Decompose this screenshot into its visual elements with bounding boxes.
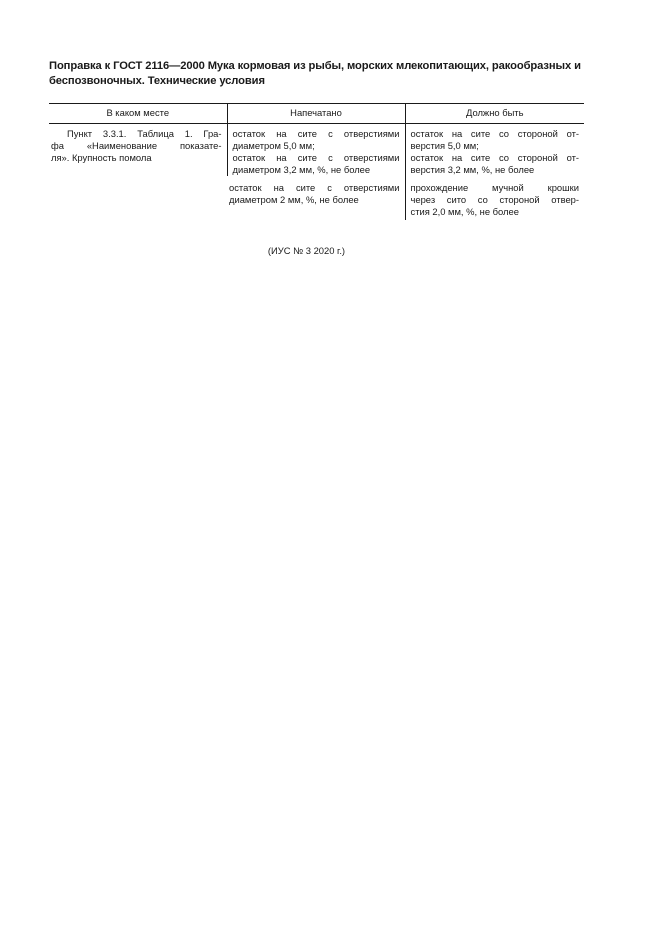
printed-cell-1 — [227, 124, 405, 177]
table-header-row — [49, 104, 584, 124]
corrections-table — [49, 103, 584, 220]
title-line-1: Поправка к ГОСТ 2116—2000 Мука кормовая из рыбы, морских млекопитающих, ракообразных и — [49, 60, 581, 72]
location-line-2: фа «Наименование показате- — [51, 140, 222, 151]
header-correct: Должно быть — [405, 104, 584, 124]
correct-1-line-4: верстия 3,2 мм, %, не более — [410, 164, 535, 175]
header-printed: Напечатано — [227, 104, 405, 124]
source-footnote: (ИУС № 3 2020 г.) — [267, 245, 346, 256]
location-cell — [49, 124, 227, 221]
printed-2-line-1: остаток на сите с отверстиями — [229, 182, 400, 193]
printed-1-line-1: остаток на сите с отверстиями — [232, 128, 400, 139]
location-line-3: ля». Крупность помола — [51, 152, 152, 163]
correct-2-line-2: через сито со стороной отвер- — [410, 194, 579, 205]
correct-1-line-2: верстия 5,0 мм; — [410, 140, 479, 151]
table-row — [49, 124, 584, 177]
correct-2-line-3: стия 2,0 мм, %, не более — [410, 206, 519, 217]
title-line-2: беспозвоночных. Технические условия — [49, 75, 265, 87]
correct-1-line-1: остаток на сите со стороной от- — [410, 128, 579, 139]
printed-cell-2 — [227, 176, 405, 220]
location-line-1: Пункт 3.3.1. Таблица 1. Гра- — [67, 128, 222, 139]
header-location: В каком месте — [49, 104, 227, 124]
printed-1-line-3: остаток на сите с отверстиями — [232, 152, 400, 163]
amendment-title — [49, 59, 589, 89]
correct-1-line-3: остаток на сите со стороной от- — [410, 152, 579, 163]
correct-cell-1 — [405, 124, 584, 177]
printed-2-line-2: диаметром 2 мм, %, не более — [229, 194, 359, 205]
printed-1-line-4: диаметром 3,2 мм, %, не более — [232, 164, 371, 175]
correct-2-line-1: прохождение мучной крошки — [410, 182, 579, 193]
printed-1-line-2: диаметром 5,0 мм; — [232, 140, 315, 151]
correct-cell-2 — [405, 176, 584, 220]
